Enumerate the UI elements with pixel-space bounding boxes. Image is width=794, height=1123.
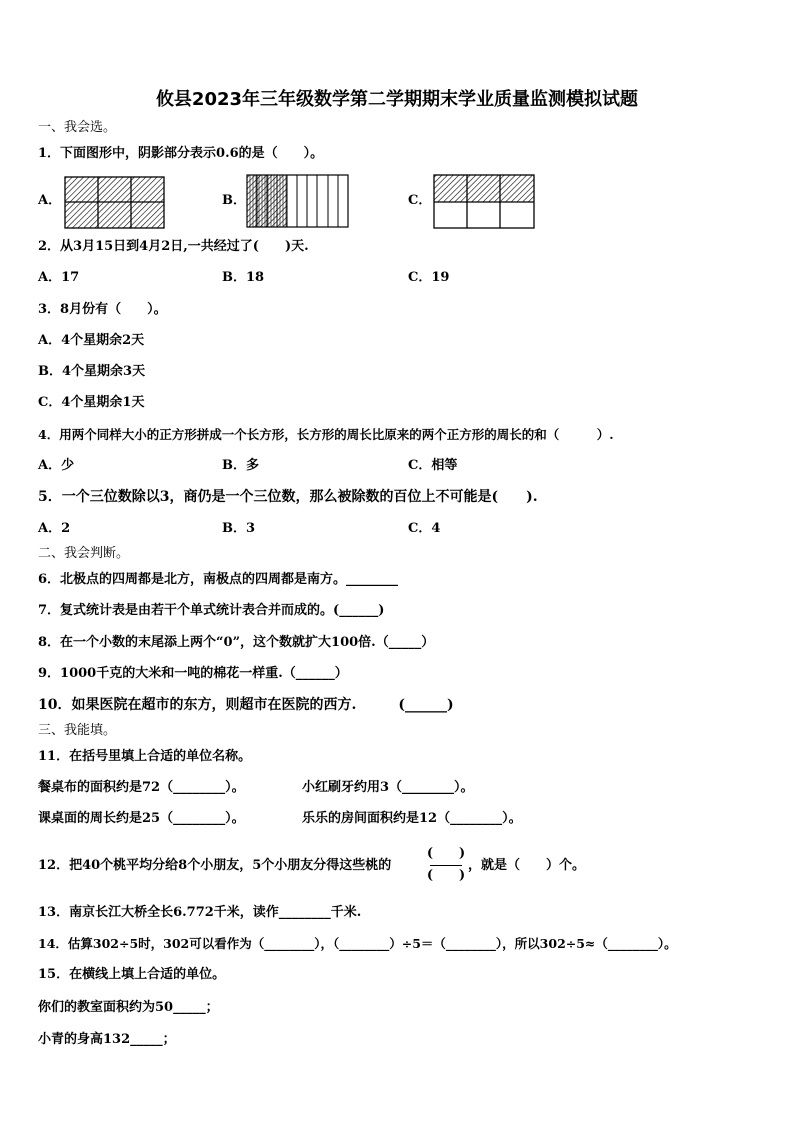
fraction-denominator: ( ) — [426, 868, 466, 883]
question-6: 6．北极点的四周都是北方，南极点的四周都是南方。________ — [38, 572, 399, 587]
question-2-stem: 2．从3月15日到4月2日,一共经过了( )天. — [38, 239, 309, 254]
question-2-option-a: A．17 — [38, 270, 80, 285]
question-15-item-1: 你们的教室面积约为50_____； — [38, 1000, 219, 1015]
question-15-item-2: 小青的身高132_____； — [38, 1032, 176, 1047]
question-11-item-3: 课桌面的周长约是25（________）。 — [38, 811, 245, 826]
question-2-option-c: C．19 — [408, 270, 450, 285]
question-8: 8．在一个小数的末尾添上两个“0”，这个数就扩大100倍.（_____） — [38, 635, 435, 650]
question-7: 7．复式统计表是由若干个单式统计表合并而成的。(______) — [38, 603, 385, 618]
question-4-option-a: A．少 — [38, 458, 75, 473]
section-heading-fill: 三、我能填。 — [38, 723, 117, 738]
fraction-bar — [430, 865, 462, 866]
question-4-stem: 4．用两个同样大小的正方形拼成一个长方形，长方形的周长比原来的两个正方形的周长的和（ ）. — [38, 427, 614, 442]
question-1-option-c: C． — [408, 193, 432, 208]
question-1-option-b: B． — [222, 193, 246, 208]
question-1-figures — [0, 0, 794, 260]
question-5-stem: 5．一个三位数除以3，商仍是一个三位数，那么被除数的百位上不可能是( ). — [38, 489, 538, 505]
question-13: 13．南京长江大桥全长6.772千米，读作________千米. — [38, 905, 362, 920]
question-11-stem: 11．在括号里填上合适的单位名称。 — [38, 749, 252, 764]
question-5-option-c: C．4 — [408, 521, 441, 536]
page-title: 攸县2023年三年级数学第二学期期末学业质量监测模拟试题 — [155, 89, 639, 110]
question-12-tail: ，就是（ ）个。 — [468, 858, 586, 873]
question-3-stem: 3．8月份有（ ）。 — [38, 302, 167, 317]
question-3-option-b: B．4个星期余3天 — [38, 364, 146, 379]
question-11-item-1: 餐桌布的面积约是72（________）。 — [38, 780, 245, 795]
question-1-stem: 1．下面图形中，阴影部分表示0.6的是（ ）。 — [38, 146, 324, 161]
question-2-option-b: B．18 — [222, 270, 265, 285]
fraction-numerator: ( ) — [426, 846, 466, 861]
figure-a — [65, 177, 164, 228]
question-3-option-c: C．4个星期余1天 — [38, 395, 145, 410]
figure-b — [247, 175, 348, 227]
section-heading-choice: 一、我会选。 — [38, 120, 117, 135]
question-11-item-2: 小红刷牙约用3（________）。 — [302, 780, 474, 795]
question-5-option-a: A．2 — [38, 521, 71, 536]
question-10: 10．如果医院在超市的东方，则超市在医院的西方. (______) — [38, 697, 454, 713]
question-9: 9．1000千克的大米和一吨的棉花一样重.（______） — [38, 666, 348, 681]
question-12-stem: 12．把40个桃平均分给8个小朋友，5个小朋友分得这些桃的 — [38, 858, 392, 873]
question-11-item-4: 乐乐的房间面积约是12（________）。 — [302, 811, 522, 826]
question-4-option-c: C．相等 — [408, 458, 458, 473]
question-1-option-a: A． — [38, 193, 62, 208]
figure-c — [434, 175, 534, 228]
question-4-option-b: B．多 — [222, 458, 259, 473]
question-5-option-b: B．3 — [222, 521, 256, 536]
section-heading-judge: 二、我会判断。 — [38, 546, 130, 561]
question-3-option-a: A．4个星期余2天 — [38, 333, 145, 348]
question-14: 14．估算302÷5时，302可以看作为（________），（________）÷5＝（________），所以302÷5≈（________）。 — [38, 936, 677, 951]
question-12-fraction — [426, 846, 466, 886]
question-15-stem: 15．在横线上填上合适的单位。 — [38, 967, 226, 982]
